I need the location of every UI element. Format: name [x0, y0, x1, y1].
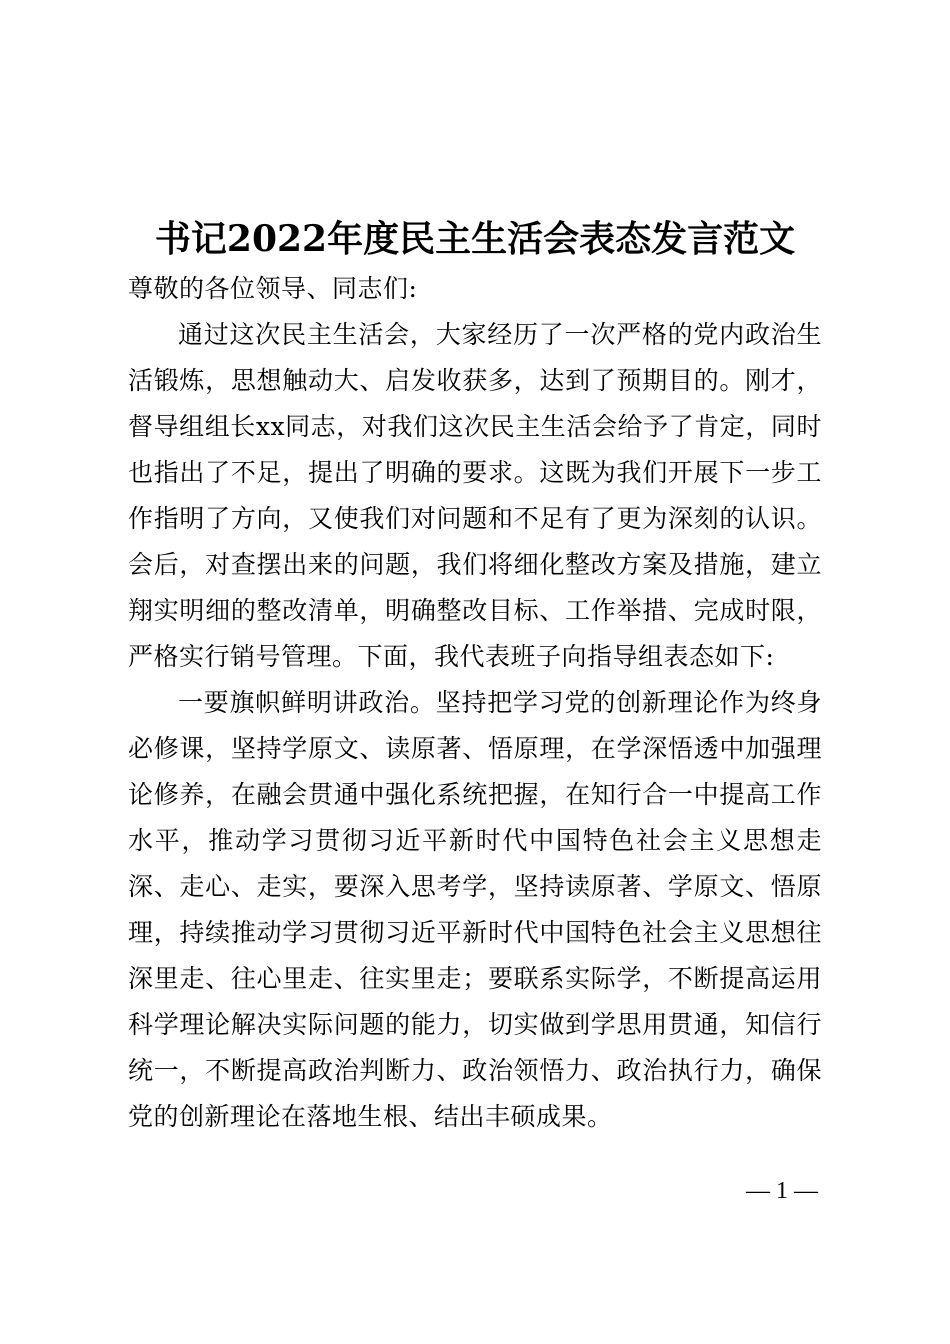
paragraph-politics: 一要旗帜鲜明讲政治。坚持把学习党的创新理论作为终身必修课，坚持学原文、读原著、悟原理，在学深悟透中加强理论修养，在融会贯通中强化系统把握，在知行合一中提高工作水平，推动学习贯彻习近平新时代中国特色社会主义思想走深、走心、走实，要深入思考学，坚持读原著、学原文、悟原理，持续推动学习贯彻习近平新时代中国特色社会主义思想往深里走、往心里走、往实里走；要联系实际学，不断提高运用科学理论解决实际问题的能力，切实做到学思用贯通，知信行统一，不断提高政治判断力、政治领悟力、政治执行力，确保党的创新理论在落地生根、结出丰硕成果。 [128, 688, 822, 1131]
document-body [128, 266, 822, 1140]
paragraph-opening: 通过这次民主生活会，大家经历了一次严格的党内政治生活锻炼，思想触动大、启发收获多，达到了预期目的。刚才，督导组组长xx同志，对我们这次民主生活会给予了肯定，同时也指出了不足，提出了明确的要求。这既为我们开展下一步工作指明了方向，又使我们对问题和不足有了更为深刻的认识。会后，对查摆出来的问题，我们将细化整改方案及措施，建立翔实明细的整改清单，明确整改目标、工作举措、完成时限，严格实行销号管理。下面，我代表班子向指导组表态如下: [128, 320, 822, 671]
document-title: 书记2022年度民主生活会表态发言范文 [154, 218, 796, 260]
salutation: 尊敬的各位领导、同志们: [128, 274, 418, 303]
page-number: — 1 — [746, 1178, 818, 1204]
